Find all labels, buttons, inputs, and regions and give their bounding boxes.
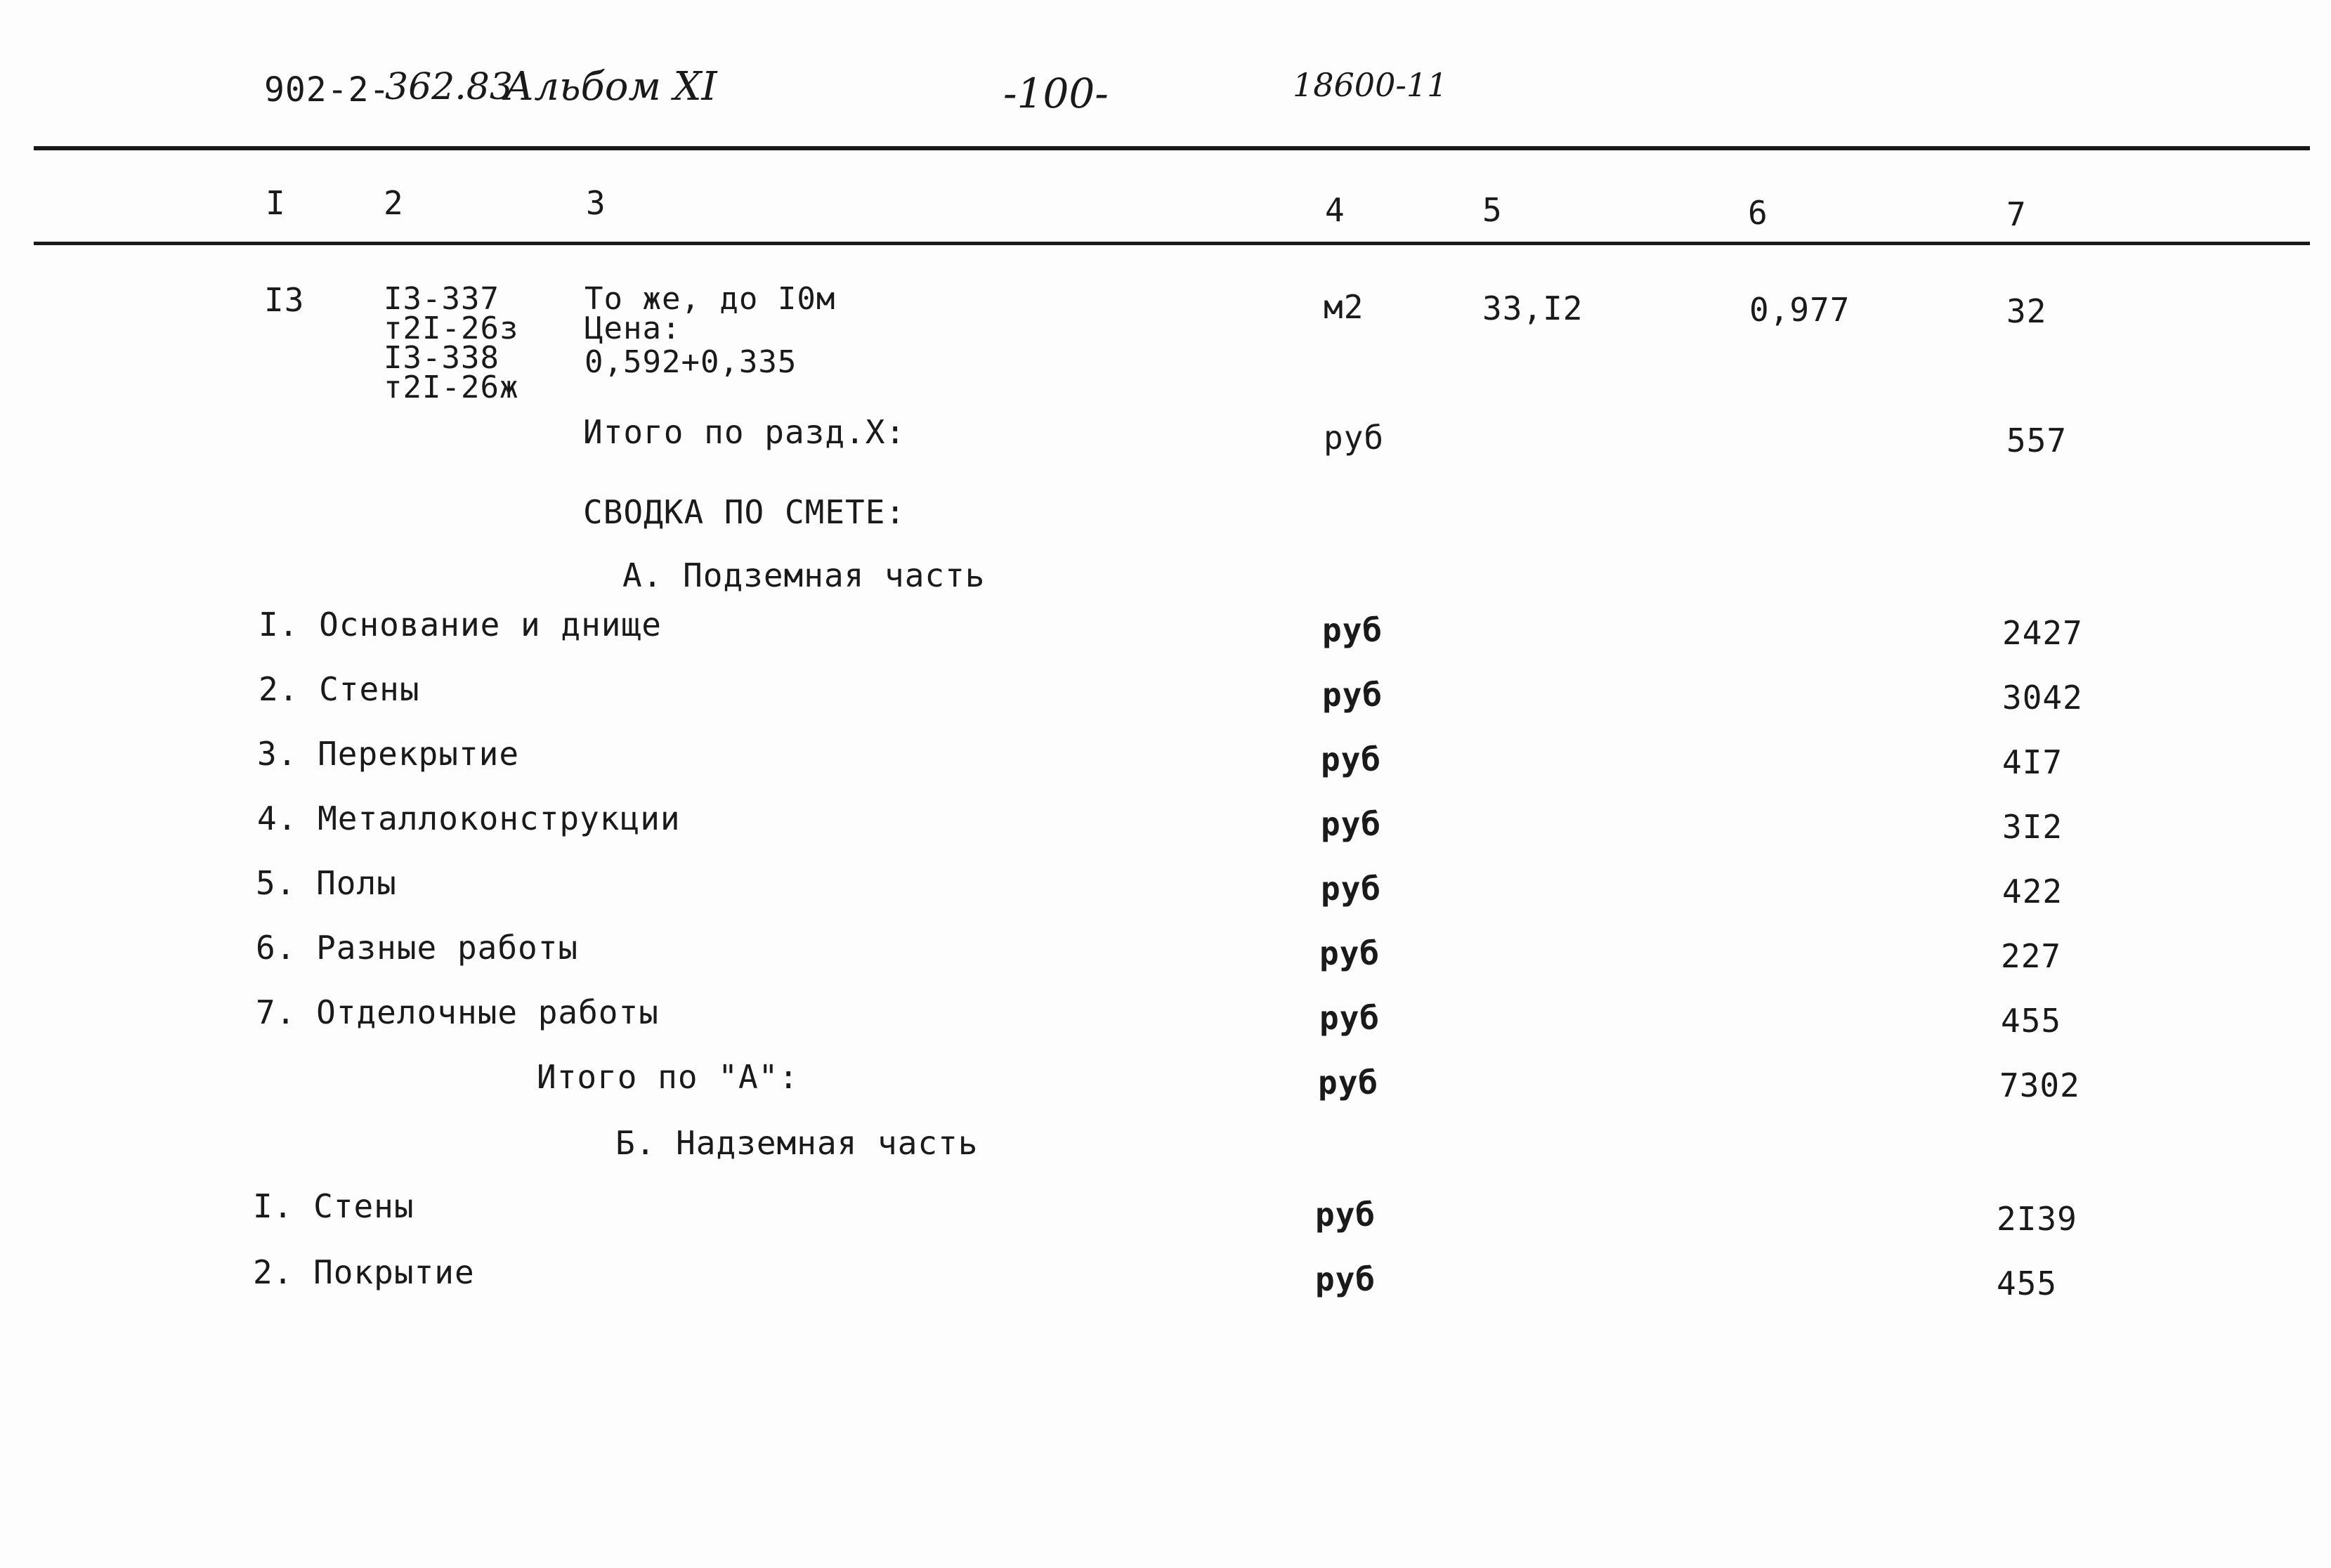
part-a-item-5-unit: руб bbox=[1321, 870, 1382, 908]
part-a-item-5-label: 5. Полы bbox=[256, 864, 397, 902]
section-total-label: Итого по разд.X: bbox=[583, 413, 906, 451]
part-a-item-1-unit: руб bbox=[1322, 611, 1383, 649]
doc-code: 902-2- bbox=[264, 70, 391, 110]
section-total-value: 557 bbox=[2006, 422, 2068, 459]
part-b-item-1-label: I. Стены bbox=[253, 1187, 414, 1225]
part-a-item-7-value: 455 bbox=[2001, 1002, 2062, 1040]
row-13-code-3: I3-338 bbox=[384, 340, 500, 376]
doc-code-handwritten: 362.83 bbox=[385, 66, 513, 108]
col-header-5: 5 bbox=[1482, 191, 1503, 229]
row-13-code-4: т2I-26ж bbox=[384, 370, 519, 405]
part-a-item-2-unit: руб bbox=[1322, 676, 1383, 714]
part-b-title: Б. Надземная часть bbox=[615, 1124, 979, 1162]
row-13-desc-1: То же, до I0м bbox=[585, 281, 836, 317]
col-header-1: I bbox=[266, 184, 286, 222]
part-b-item-1-unit: руб bbox=[1315, 1196, 1376, 1234]
col-header-4: 4 bbox=[1325, 191, 1345, 229]
col-header-6: 6 bbox=[1748, 194, 1768, 232]
part-a-item-7-unit: руб bbox=[1319, 999, 1380, 1037]
col-header-2: 2 bbox=[384, 184, 404, 222]
col-header-3: 3 bbox=[586, 184, 606, 222]
part-a-item-6-value: 227 bbox=[2001, 937, 2062, 975]
part-a-item-4-value: 3I2 bbox=[2002, 808, 2063, 846]
part-a-item-5-value: 422 bbox=[2002, 873, 2063, 910]
part-a-total-value: 7302 bbox=[1999, 1066, 2080, 1104]
part-b-item-2-value: 455 bbox=[1997, 1265, 2058, 1302]
top-rule bbox=[34, 146, 2310, 150]
part-a-item-1-label: I. Основание и днище bbox=[259, 606, 662, 643]
row-13-desc-3: 0,592+0,335 bbox=[585, 344, 797, 380]
part-a-item-1-value: 2427 bbox=[2002, 614, 2083, 652]
part-a-total-unit: руб bbox=[1318, 1064, 1379, 1102]
row-13-code-2: т2I-26з bbox=[384, 311, 519, 346]
row-13-unit: м2 bbox=[1324, 288, 1364, 326]
row-13-quantity: 33,I2 bbox=[1482, 289, 1584, 327]
row-13-number: I3 bbox=[264, 281, 305, 319]
col-header-7: 7 bbox=[2006, 195, 2027, 233]
part-a-item-3-label: 3. Перекрытие bbox=[257, 735, 520, 773]
part-b-item-2-unit: руб bbox=[1315, 1260, 1376, 1298]
header-bottom-rule bbox=[34, 242, 2310, 245]
part-a-item-2-value: 3042 bbox=[2002, 679, 2083, 717]
part-a-title: А. Подземная часть bbox=[622, 556, 986, 594]
part-a-item-3-value: 4I7 bbox=[2002, 743, 2063, 781]
part-a-item-6-label: 6. Разные работы bbox=[256, 929, 579, 967]
part-b-item-1-value: 2I39 bbox=[1997, 1200, 2077, 1238]
row-13-total: 32 bbox=[2006, 292, 2047, 330]
part-a-item-2-label: 2. Стены bbox=[259, 670, 420, 708]
part-a-item-6-unit: руб bbox=[1319, 934, 1380, 972]
part-a-item-7-label: 7. Отделочные работы bbox=[256, 993, 659, 1031]
inventory-number: 18600-11 bbox=[1293, 66, 1448, 104]
part-a-total-label: Итого по "А": bbox=[537, 1058, 799, 1096]
summary-title: СВОДКА ПО СМЕТЕ: bbox=[583, 493, 906, 531]
row-13-code-1: I3-337 bbox=[384, 281, 500, 317]
page-number: -100- bbox=[1003, 70, 1109, 117]
part-a-item-3-unit: руб bbox=[1321, 740, 1382, 778]
part-a-item-4-label: 4. Металлоконструкции bbox=[257, 799, 681, 837]
part-b-item-2-label: 2. Покрытие bbox=[253, 1253, 475, 1291]
row-13-desc-2: Цена: bbox=[585, 311, 681, 346]
part-a-item-4-unit: руб bbox=[1321, 805, 1382, 843]
section-total-unit: руб bbox=[1324, 419, 1385, 457]
row-13-price: 0,977 bbox=[1749, 291, 1850, 329]
album-label: Альбом XI bbox=[504, 64, 717, 110]
